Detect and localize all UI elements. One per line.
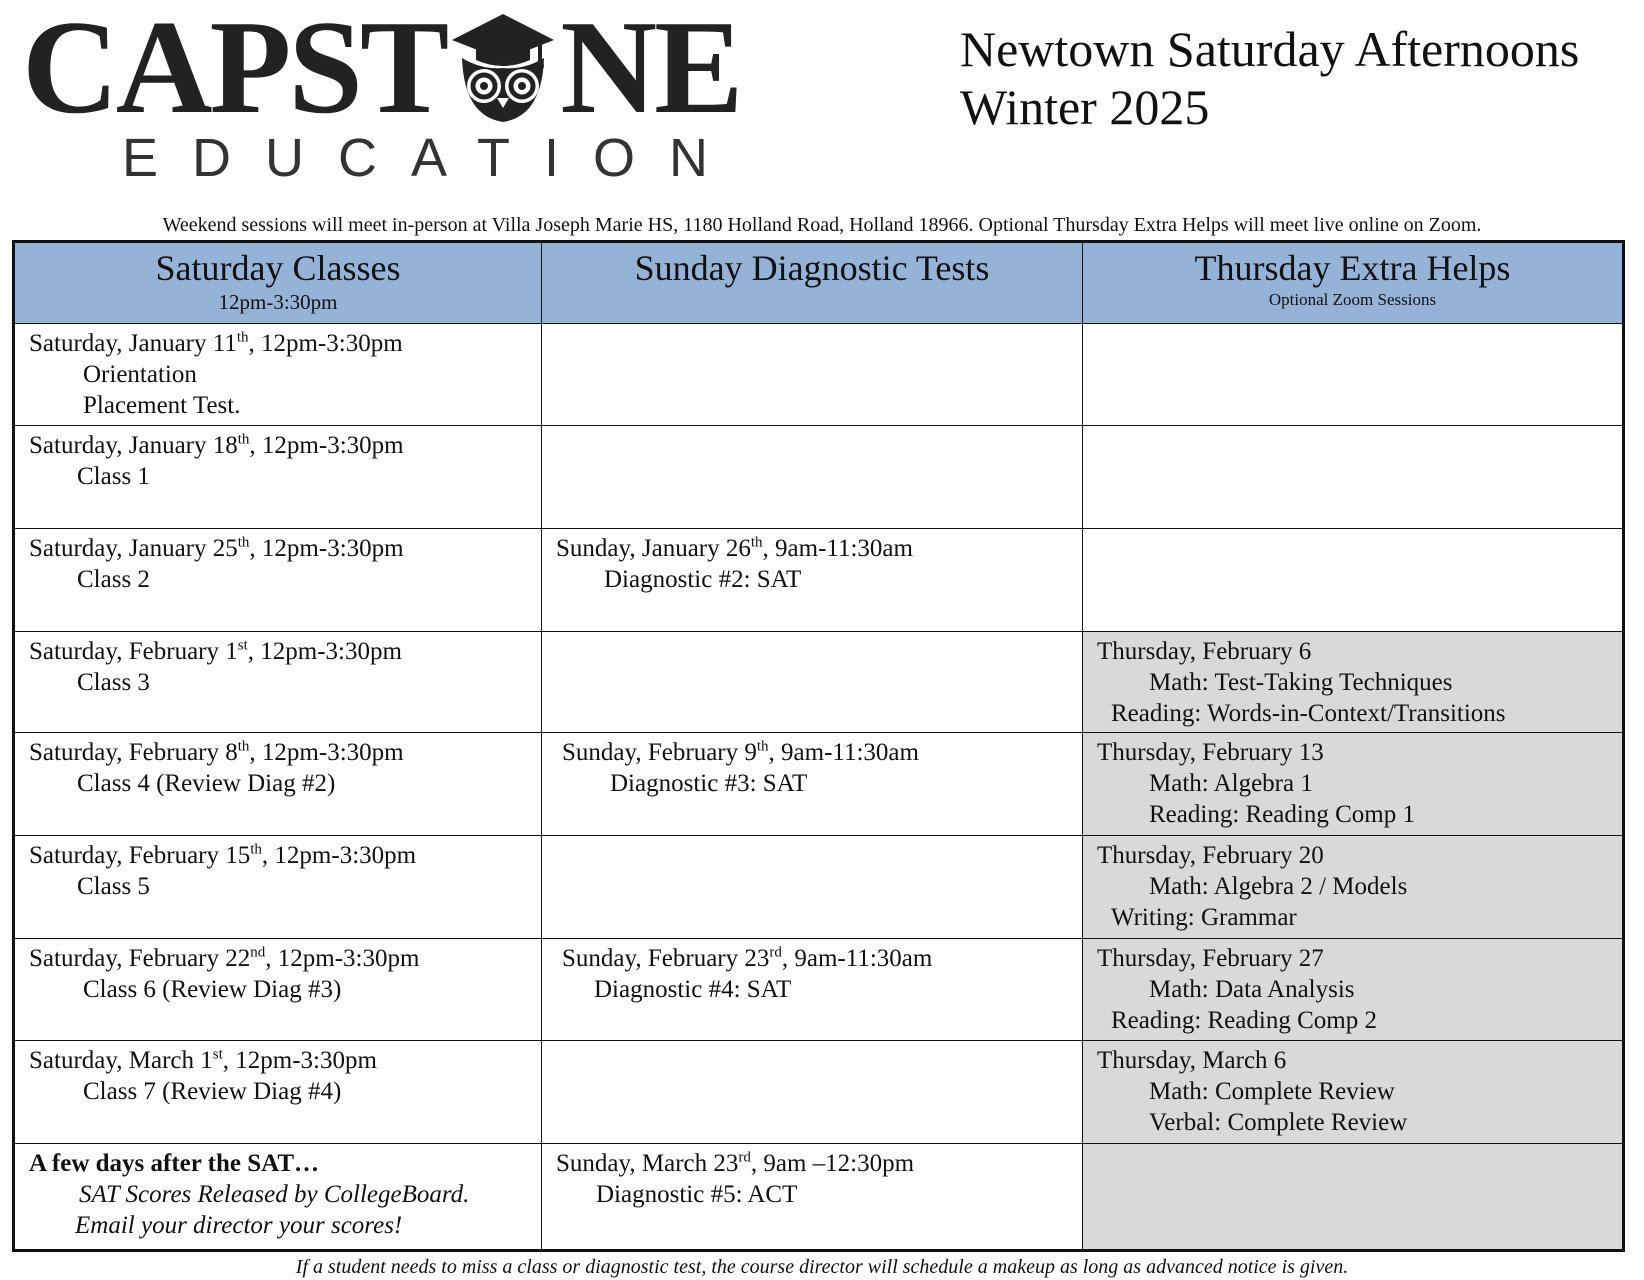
sunday-time: , 9am-11:30am bbox=[768, 739, 919, 767]
table-row bbox=[14, 1041, 1624, 1144]
capstone-logo bbox=[22, 0, 822, 188]
saturday-date bbox=[29, 840, 527, 871]
thursday-topic: Reading: Reading Comp 2 bbox=[1111, 1007, 1377, 1035]
sunday-cell bbox=[542, 836, 1083, 939]
thursday-topic: Reading: Reading Comp 1 bbox=[1149, 801, 1415, 829]
title-line1: Newtown Saturday Afternoons bbox=[960, 21, 1580, 77]
saturday-date-suffix: th bbox=[237, 534, 250, 551]
sunday-time: , 9am-11:30am bbox=[781, 945, 933, 973]
sunday-cell bbox=[542, 733, 1083, 836]
logo-word-part2: NE bbox=[560, 0, 741, 141]
saturday-cell bbox=[14, 528, 542, 631]
sunday-date-text: Sunday, February 9 bbox=[562, 739, 757, 767]
schedule-table bbox=[12, 240, 1625, 1252]
thursday-topic: Writing: Grammar bbox=[1111, 904, 1297, 932]
saturday-detail: Class 1 bbox=[77, 462, 150, 490]
thursday-cell bbox=[1083, 631, 1624, 733]
table-row bbox=[14, 836, 1624, 939]
sunday-date-suffix: rd bbox=[738, 1149, 751, 1166]
saturday-date bbox=[29, 430, 527, 461]
thursday-cell bbox=[1083, 1041, 1624, 1144]
saturday-cell bbox=[14, 939, 542, 1041]
saturday-cell bbox=[14, 733, 542, 836]
saturday-detail: Class 5 bbox=[77, 873, 150, 901]
saturday-cell bbox=[14, 1041, 542, 1144]
header-sunday-diagnostic-tests bbox=[542, 242, 1083, 324]
thursday-date: Thursday, February 20 bbox=[1097, 842, 1324, 870]
table-row bbox=[14, 425, 1624, 528]
saturday-date-suffix: th bbox=[236, 329, 249, 346]
sunday-cell bbox=[542, 425, 1083, 528]
page-title bbox=[960, 20, 1579, 136]
thursday-date: Thursday, February 13 bbox=[1097, 739, 1324, 767]
thursday-topic: Reading: Words-in-Context/Transitions bbox=[1111, 699, 1506, 727]
saturday-date bbox=[29, 328, 527, 359]
saturday-date-text: Saturday, January 18 bbox=[29, 431, 238, 459]
saturday-cell bbox=[14, 631, 542, 733]
saturday-date-text: Saturday, February 1 bbox=[29, 637, 238, 665]
sunday-cell bbox=[542, 631, 1083, 733]
sat-scores-note: Email your director your scores! bbox=[75, 1211, 403, 1239]
saturday-cell bbox=[14, 425, 542, 528]
sunday-detail: Diagnostic #5: ACT bbox=[596, 1180, 798, 1208]
thursday-cell bbox=[1083, 836, 1624, 939]
saturday-date-text: Saturday, February 8 bbox=[29, 739, 238, 767]
header-title: Saturday Classes bbox=[155, 248, 401, 288]
header-thursday-extra-helps bbox=[1083, 242, 1624, 324]
header-title: Sunday Diagnostic Tests bbox=[634, 248, 990, 288]
sunday-date bbox=[556, 1148, 1068, 1179]
header-subtitle: Optional Zoom Sessions bbox=[1268, 290, 1437, 309]
saturday-date-suffix: st bbox=[237, 637, 248, 654]
thursday-cell bbox=[1083, 733, 1624, 836]
saturday-date bbox=[29, 943, 527, 974]
saturday-date-text: Saturday, January 25 bbox=[29, 534, 238, 562]
sunday-date-text: Sunday, February 23 bbox=[562, 945, 770, 973]
saturday-time: , 12pm-3:30pm bbox=[261, 842, 417, 870]
saturday-date-suffix: th bbox=[237, 431, 250, 448]
sunday-time: , 9am –12:30pm bbox=[750, 1149, 915, 1177]
sat-scores-note: SAT Scores Released by CollegeBoard. bbox=[79, 1180, 470, 1208]
saturday-detail: Class 4 (Review Diag #2) bbox=[77, 770, 336, 798]
makeup-policy-footer: If a student needs to miss a class or diagnostic test, the course director will schedule a makeup as long as advanced notice is given. bbox=[295, 1256, 1349, 1278]
logo-word-part1: CAPST bbox=[22, 0, 447, 141]
saturday-time: , 12pm-3:30pm bbox=[265, 945, 420, 973]
table-row bbox=[14, 631, 1624, 733]
sunday-date bbox=[562, 737, 1068, 768]
saturday-time: , 12pm-3:30pm bbox=[222, 1047, 377, 1075]
thursday-topic: Math: Test-Taking Techniques bbox=[1149, 668, 1453, 696]
table-row bbox=[14, 733, 1624, 836]
sunday-date-suffix: rd bbox=[769, 944, 782, 961]
logo-wordmark bbox=[22, 0, 741, 141]
saturday-time: , 12pm-3:30pm bbox=[249, 431, 404, 459]
title-line2: Winter 2025 bbox=[960, 79, 1210, 135]
saturday-detail: Class 3 bbox=[77, 668, 150, 696]
sunday-date-suffix: th bbox=[750, 534, 763, 551]
saturday-date-suffix: th bbox=[237, 739, 250, 756]
thursday-cell bbox=[1083, 1143, 1624, 1250]
saturday-date bbox=[29, 636, 527, 667]
sunday-cell bbox=[542, 528, 1083, 631]
header-title: Thursday Extra Helps bbox=[1194, 248, 1511, 288]
sunday-cell bbox=[542, 1143, 1083, 1250]
saturday-date-suffix: nd bbox=[250, 944, 266, 961]
thursday-cell bbox=[1083, 324, 1624, 426]
saturday-time: , 12pm-3:30pm bbox=[247, 637, 402, 665]
sunday-date-text: Sunday, January 26 bbox=[556, 534, 751, 562]
saturday-date bbox=[29, 737, 527, 768]
saturday-cell bbox=[14, 324, 542, 426]
saturday-detail: Placement Test. bbox=[83, 392, 241, 419]
sunday-time: , 9am-11:30am bbox=[762, 534, 913, 562]
table-row bbox=[14, 528, 1624, 631]
saturday-date bbox=[29, 533, 527, 564]
saturday-time: , 12pm-3:30pm bbox=[249, 534, 404, 562]
saturday-time: , 12pm-3:30pm bbox=[248, 330, 403, 357]
saturday-cell bbox=[14, 836, 542, 939]
saturday-date-suffix: st bbox=[212, 1046, 223, 1063]
sunday-date-text: Sunday, March 23 bbox=[556, 1149, 739, 1177]
table-row bbox=[14, 939, 1624, 1041]
header-row bbox=[14, 242, 1624, 324]
saturday-time: , 12pm-3:30pm bbox=[249, 739, 404, 767]
saturday-detail: Class 2 bbox=[77, 565, 150, 593]
sunday-detail: Diagnostic #2: SAT bbox=[604, 565, 802, 593]
location-note: Weekend sessions will meet in-person at Villa Joseph Marie HS, 1180 Holland Road, Holland 18966. Optional Thursday Extra Helps will meet live online on Zoom. bbox=[162, 214, 1482, 236]
saturday-date-text: Saturday, January 11 bbox=[29, 330, 237, 357]
saturday-date-text: Saturday, February 15 bbox=[29, 842, 251, 870]
saturday-detail: Orientation bbox=[83, 361, 197, 388]
saturday-cell bbox=[14, 1143, 542, 1250]
saturday-detail: Class 6 (Review Diag #3) bbox=[83, 976, 342, 1004]
saturday-detail: Class 7 (Review Diag #4) bbox=[83, 1078, 342, 1106]
sunday-detail: Diagnostic #4: SAT bbox=[594, 976, 792, 1004]
thursday-date: Thursday, March 6 bbox=[1097, 1047, 1287, 1075]
logo-subtitle: EDUCATION bbox=[122, 128, 743, 188]
sunday-date bbox=[556, 533, 1068, 564]
thursday-date: Thursday, February 27 bbox=[1097, 945, 1324, 973]
saturday-date bbox=[29, 1045, 527, 1076]
sunday-detail: Diagnostic #3: SAT bbox=[610, 770, 808, 798]
saturday-date-text: Saturday, March 1 bbox=[29, 1047, 213, 1075]
owl-graduation-cap-icon bbox=[444, 8, 562, 126]
header-subtitle: 12pm-3:30pm bbox=[218, 290, 338, 314]
saturday-date-text: Saturday, February 22 bbox=[29, 945, 251, 973]
sunday-cell bbox=[542, 939, 1083, 1041]
thursday-topic: Math: Algebra 1 bbox=[1149, 770, 1313, 798]
sunday-cell bbox=[542, 1041, 1083, 1144]
thursday-topic: Math: Algebra 2 / Models bbox=[1149, 873, 1408, 901]
thursday-topic: Verbal: Complete Review bbox=[1149, 1109, 1408, 1137]
table-row bbox=[14, 1143, 1624, 1250]
thursday-cell bbox=[1083, 528, 1624, 631]
sunday-date bbox=[562, 943, 1068, 974]
sunday-cell bbox=[542, 324, 1083, 426]
thursday-topic: Math: Data Analysis bbox=[1149, 976, 1355, 1004]
sunday-date-suffix: th bbox=[756, 739, 769, 756]
thursday-date: Thursday, February 6 bbox=[1097, 637, 1312, 665]
thursday-topic: Math: Complete Review bbox=[1149, 1078, 1395, 1106]
header-saturday-classes bbox=[14, 242, 542, 324]
saturday-date-suffix: th bbox=[250, 841, 262, 858]
thursday-cell bbox=[1083, 939, 1624, 1041]
table-row bbox=[14, 324, 1624, 426]
sat-scores-heading: A few days after the SAT… bbox=[29, 1149, 320, 1177]
thursday-cell bbox=[1083, 425, 1624, 528]
